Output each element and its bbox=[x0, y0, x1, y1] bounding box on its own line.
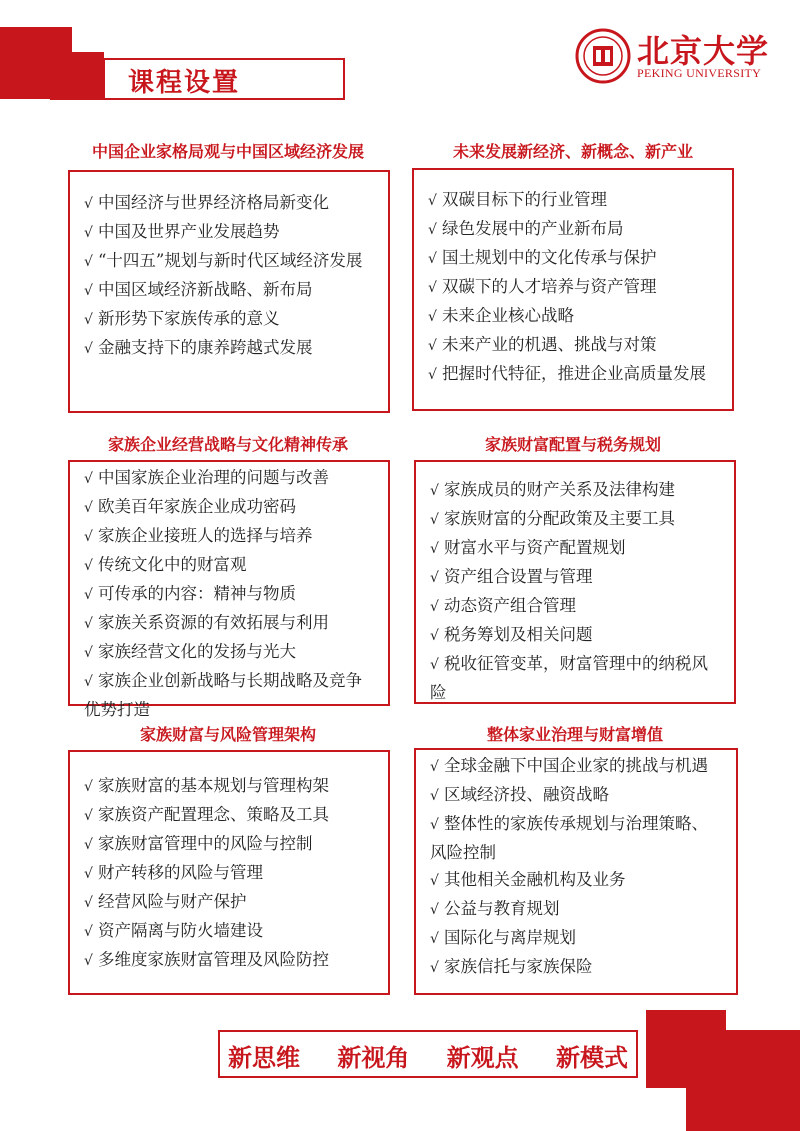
section-box bbox=[68, 750, 390, 995]
list-item: √ 动态资产组合管理 bbox=[430, 596, 576, 615]
list-item: √ 财富水平与资产配置规划 bbox=[430, 538, 626, 557]
list-item: √ 可传承的内容：精神与物质 bbox=[84, 584, 296, 603]
list-item: √ 家族资产配置理念、策略及工具 bbox=[84, 805, 329, 824]
slogan-item: 新模式 bbox=[555, 1044, 628, 1072]
list-item: √ 绿色发展中的产业新布局 bbox=[428, 219, 624, 238]
decor-square-top-left-2 bbox=[50, 52, 104, 100]
list-item: √ 双碳下的人才培养与资产管理 bbox=[428, 277, 657, 296]
list-item: √ 全球金融下中国企业家的挑战与机遇 bbox=[430, 756, 708, 775]
section-box bbox=[412, 168, 734, 411]
list-item: √ 中国经济与世界经济格局新变化 bbox=[84, 193, 329, 212]
university-name-cn: 北京大学 bbox=[637, 32, 770, 70]
section-box bbox=[414, 460, 736, 704]
section-heading: 整体家业治理与财富增值 bbox=[486, 725, 663, 744]
page-title: 课程设置 bbox=[128, 68, 241, 98]
list-item: √ 中国家族企业治理的问题与改善 bbox=[84, 468, 329, 487]
list-item: √ 未来企业核心战略 bbox=[428, 306, 574, 325]
list-item: √ 国土规划中的文化传承与保护 bbox=[428, 248, 657, 267]
list-item: √ 家族信托与家族保险 bbox=[430, 957, 593, 976]
list-item: √ 其他相关金融机构及业务 bbox=[430, 870, 626, 889]
list-item: √ 税务筹划及相关问题 bbox=[430, 625, 593, 644]
slogan-item: 新思维 bbox=[228, 1044, 300, 1072]
list-item: √ 公益与教育规划 bbox=[430, 899, 560, 918]
list-item: √ 多维度家族财富管理及风险防控 bbox=[84, 950, 329, 969]
list-item: √ 金融支持下的康养跨越式发展 bbox=[84, 338, 313, 357]
section-box bbox=[68, 170, 390, 413]
list-item: √ 中国及世界产业发展趋势 bbox=[84, 222, 280, 241]
section-box bbox=[68, 460, 390, 719]
slogan-item: 新观点 bbox=[446, 1044, 519, 1072]
university-name-en: PEKING UNIVERSITY bbox=[637, 66, 762, 80]
list-item: √ 家族财富的分配政策及主要工具 bbox=[430, 509, 675, 528]
list-item: √ 家族财富管理中的风险与控制 bbox=[84, 834, 313, 853]
section-heading: 未来发展新经济、新概念、新产业 bbox=[452, 142, 693, 161]
list-item: √ 资产组合设置与管理 bbox=[430, 567, 593, 586]
list-item: √ 国际化与离岸规划 bbox=[430, 928, 576, 947]
decor-square-bottom-right-2 bbox=[686, 1030, 800, 1131]
list-item: √ 双碳目标下的行业管理 bbox=[428, 190, 607, 209]
slogan-item: 新视角 bbox=[337, 1044, 410, 1072]
section-heading: 家族财富与风险管理架构 bbox=[139, 725, 316, 744]
list-item: √ 经营风险与财产保护 bbox=[84, 892, 247, 911]
list-item: √ 财产转移的风险与管理 bbox=[84, 863, 263, 882]
list-item: √ 资产隔离与防火墙建设 bbox=[84, 921, 263, 940]
section-box bbox=[414, 748, 738, 995]
list-item: √ 税收征管变革，财富管理中的纳税风险 bbox=[430, 654, 708, 702]
slogan bbox=[228, 1038, 628, 1073]
list-item: √ 中国区域经济新战略、新布局 bbox=[84, 280, 313, 299]
list-item: √ 家族关系资源的有效拓展与利用 bbox=[84, 613, 329, 632]
list-item: √ 把握时代特征，推进企业高质量发展 bbox=[428, 364, 706, 383]
list-item: √ 家族经营文化的发扬与光大 bbox=[84, 642, 296, 661]
university-logo bbox=[575, 26, 770, 86]
section-heading: 家族财富配置与税务规划 bbox=[484, 435, 661, 454]
section-heading: 家族企业经营战略与文化精神传承 bbox=[107, 435, 348, 454]
list-item: √ “十四五”规划与新时代区域经济发展 bbox=[84, 251, 363, 270]
list-item: √ 家族企业接班人的选择与培养 bbox=[84, 526, 313, 545]
list-item: √ 欧美百年家族企业成功密码 bbox=[84, 497, 296, 516]
list-item: √ 新形势下家族传承的意义 bbox=[84, 309, 280, 328]
list-item: √ 区域经济投、融资战略 bbox=[430, 785, 609, 804]
list-item: √ 家族企业创新战略与长期战略及竞争优势打造 bbox=[84, 671, 362, 719]
list-item: √ 传统文化中的财富观 bbox=[84, 555, 247, 574]
section-heading: 中国企业家格局观与中国区域经济发展 bbox=[91, 142, 364, 161]
university-emblem-icon bbox=[575, 28, 631, 84]
list-item: √ 未来产业的机遇、挑战与对策 bbox=[428, 335, 657, 354]
list-item: √ 家族财富的基本规划与管理构架 bbox=[84, 776, 329, 795]
list-item: √ 家族成员的财产关系及法律构建 bbox=[430, 480, 675, 499]
list-item: √ 整体性的家族传承规划与治理策略、风险控制 bbox=[430, 814, 708, 862]
